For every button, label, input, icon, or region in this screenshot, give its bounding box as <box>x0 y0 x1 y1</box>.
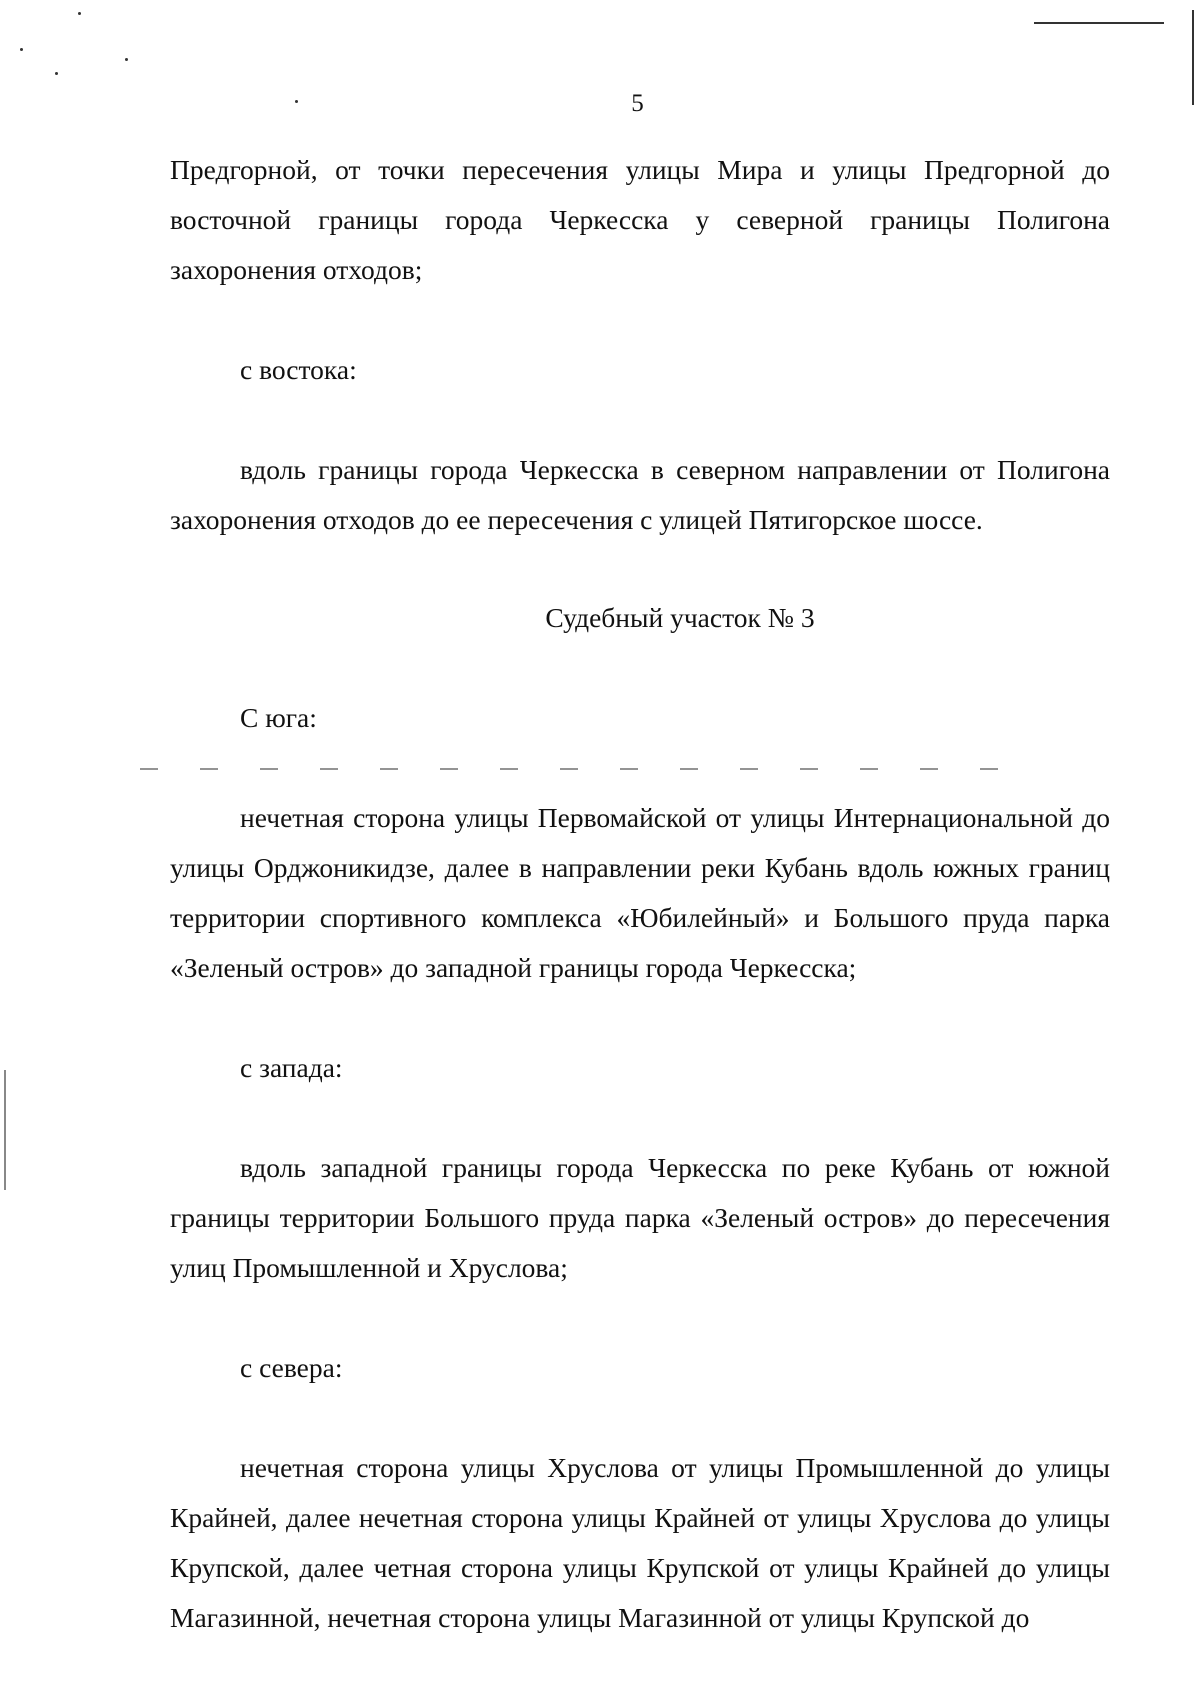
heading-south: С юга: <box>240 702 317 733</box>
heading-west: с запада: <box>240 1052 343 1083</box>
paragraph-east-boundary: вдоль границы города Черкесска в северном направлении от Полигона захоронения отходов до ее пересечения с улицей Пятигорское шоссе. <box>170 454 1110 535</box>
scan-artifact-edge <box>4 1070 6 1190</box>
scan-artifact-line <box>1034 22 1164 24</box>
paragraph-west-boundary: вдоль западной границы города Черкесска по реке Кубань от южной границы территории Большого пруда парка «Зеленый остров» до пересечения улиц Промышленной и Хруслова; <box>170 1152 1110 1283</box>
scan-artifact-dot <box>78 12 81 15</box>
paragraph-south-boundary: нечетная сторона улицы Первомайской от улицы Интернациональной до улицы Орджоникидзе, далее в направлении реки Кубань вдоль южных границ территории спортивного комплекса «Юбилейный» и Большого пруда парка «Зеленый остров» до западной границы города Черкесска; <box>170 802 1110 983</box>
section-title: Судебный участок № 3 <box>545 602 815 633</box>
paragraph-north-boundary: нечетная сторона улицы Хруслова от улицы Промышленной до улицы Крайней, далее нечетная сторона улицы Крайней от улицы Хруслова до улицы Крупской, далее четная сторона улицы Крупской от улицы Крайней до улицы Магазинной, нечетная сторона улицы Магазинной от улицы Крупской до <box>170 1452 1110 1633</box>
paragraph-continuation: Предгорной, от точки пересечения улицы Мира и улицы Предгорной до восточной границы города Черкесска у северной границы Полигона захоронения отходов; <box>170 154 1110 285</box>
scan-artifact-dot <box>125 58 128 61</box>
heading-east: с востока: <box>240 354 357 385</box>
page-number: 5 <box>631 90 644 117</box>
document-body <box>170 145 1110 1643</box>
heading-north: с севера: <box>240 1352 343 1383</box>
scan-artifact-dot <box>55 72 58 75</box>
scan-artifact-dot <box>20 48 23 51</box>
